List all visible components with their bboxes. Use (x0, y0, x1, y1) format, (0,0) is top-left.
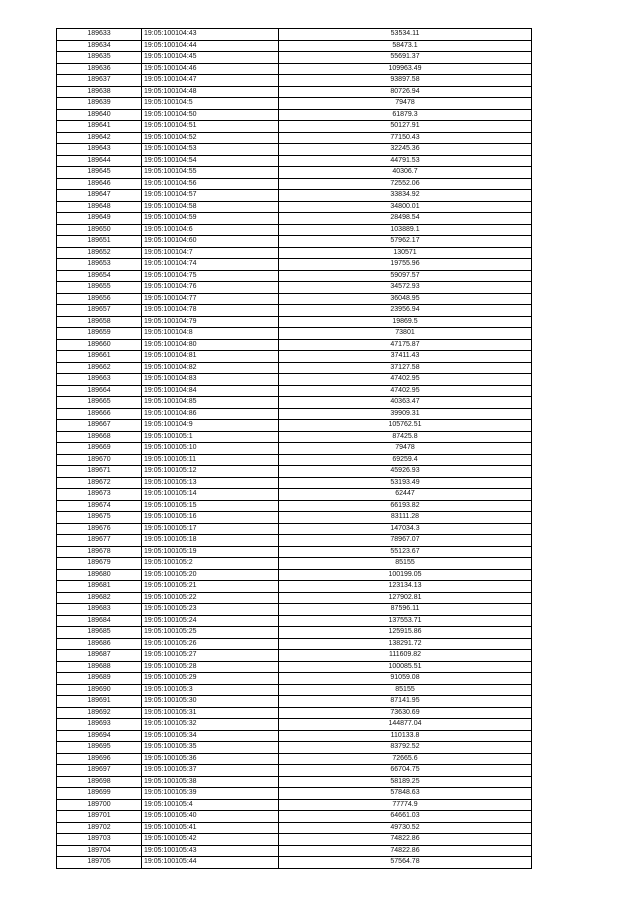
cell-id: 189688 (57, 661, 142, 673)
table-row (57, 730, 532, 742)
cell-value: 44791.53 (279, 155, 532, 167)
cell-code: 19:05:100104:58 (142, 201, 279, 213)
cell-value: 19755.96 (279, 259, 532, 271)
cell-id: 189661 (57, 351, 142, 363)
cell-code: 19:05:100105:39 (142, 788, 279, 800)
table-row (57, 431, 532, 443)
cell-value: 23956.94 (279, 305, 532, 317)
cell-code: 19:05:100104:46 (142, 63, 279, 75)
table-row (57, 86, 532, 98)
table-row (57, 788, 532, 800)
cell-id: 189703 (57, 834, 142, 846)
cell-value: 83111.28 (279, 512, 532, 524)
cell-id: 189664 (57, 385, 142, 397)
cell-code: 19:05:100105:27 (142, 650, 279, 662)
cell-id: 189641 (57, 121, 142, 133)
cell-code: 19:05:100105:11 (142, 454, 279, 466)
cell-code: 19:05:100104:8 (142, 328, 279, 340)
table-row (57, 178, 532, 190)
cell-value: 109963.49 (279, 63, 532, 75)
cell-value: 73630.69 (279, 707, 532, 719)
cell-code: 19:05:100104:44 (142, 40, 279, 52)
cell-code: 19:05:100104:5 (142, 98, 279, 110)
cell-code: 19:05:100104:59 (142, 213, 279, 225)
table-row (57, 845, 532, 857)
table-row (57, 799, 532, 811)
cell-code: 19:05:100104:80 (142, 339, 279, 351)
cell-value: 130571 (279, 247, 532, 259)
cell-code: 19:05:100105:30 (142, 696, 279, 708)
cell-id: 189639 (57, 98, 142, 110)
cell-code: 19:05:100105:26 (142, 638, 279, 650)
cell-code: 19:05:100104:50 (142, 109, 279, 121)
cell-code: 19:05:100105:21 (142, 581, 279, 593)
cell-id: 189637 (57, 75, 142, 87)
cell-id: 189702 (57, 822, 142, 834)
cell-value: 55123.67 (279, 546, 532, 558)
cell-id: 189653 (57, 259, 142, 271)
cell-value: 87425.8 (279, 431, 532, 443)
cell-id: 189666 (57, 408, 142, 420)
table-row (57, 305, 532, 317)
table-row (57, 259, 532, 271)
table-row (57, 144, 532, 156)
cell-value: 105762.51 (279, 420, 532, 432)
cell-code: 19:05:100104:76 (142, 282, 279, 294)
cell-code: 19:05:100104:84 (142, 385, 279, 397)
cell-id: 189633 (57, 29, 142, 41)
cell-value: 59097.57 (279, 270, 532, 282)
table-row (57, 270, 532, 282)
cell-value: 50127.91 (279, 121, 532, 133)
cell-code: 19:05:100105:4 (142, 799, 279, 811)
cell-id: 189701 (57, 811, 142, 823)
table-row (57, 569, 532, 581)
table-row (57, 466, 532, 478)
cell-id: 189700 (57, 799, 142, 811)
cell-value: 36048.95 (279, 293, 532, 305)
cell-id: 189675 (57, 512, 142, 524)
table-row (57, 857, 532, 869)
table-row (57, 673, 532, 685)
table-row (57, 489, 532, 501)
cell-id: 189643 (57, 144, 142, 156)
cell-id: 189671 (57, 466, 142, 478)
table-row (57, 224, 532, 236)
table-row (57, 155, 532, 167)
cell-id: 189649 (57, 213, 142, 225)
cell-id: 189668 (57, 431, 142, 443)
cell-value: 138291.72 (279, 638, 532, 650)
cell-value: 47402.95 (279, 374, 532, 386)
cell-code: 19:05:100105:25 (142, 627, 279, 639)
cell-value: 34800.01 (279, 201, 532, 213)
cell-id: 189642 (57, 132, 142, 144)
table-row (57, 40, 532, 52)
table-row (57, 132, 532, 144)
table-row (57, 351, 532, 363)
cell-code: 19:05:100105:32 (142, 719, 279, 731)
cell-code: 19:05:100105:2 (142, 558, 279, 570)
cell-value: 87141.95 (279, 696, 532, 708)
cell-id: 189654 (57, 270, 142, 282)
table-row (57, 684, 532, 696)
cell-id: 189674 (57, 500, 142, 512)
cell-code: 19:05:100105:20 (142, 569, 279, 581)
cell-value: 45926.93 (279, 466, 532, 478)
cell-id: 189657 (57, 305, 142, 317)
cell-code: 19:05:100104:82 (142, 362, 279, 374)
cell-id: 189635 (57, 52, 142, 64)
cell-value: 74822.86 (279, 834, 532, 846)
cell-code: 19:05:100105:31 (142, 707, 279, 719)
table-row (57, 328, 532, 340)
cell-code: 19:05:100104:56 (142, 178, 279, 190)
cell-id: 189686 (57, 638, 142, 650)
table-row (57, 121, 532, 133)
cell-value: 93897.58 (279, 75, 532, 87)
cell-code: 19:05:100104:74 (142, 259, 279, 271)
cell-value: 72552.06 (279, 178, 532, 190)
cell-id: 189667 (57, 420, 142, 432)
cell-value: 19869.5 (279, 316, 532, 328)
cell-value: 125915.86 (279, 627, 532, 639)
cell-value: 100199.05 (279, 569, 532, 581)
cell-code: 19:05:100104:48 (142, 86, 279, 98)
cell-id: 189660 (57, 339, 142, 351)
data-table (56, 28, 532, 869)
cell-value: 110133.8 (279, 730, 532, 742)
cell-id: 189677 (57, 535, 142, 547)
cell-value: 32245.36 (279, 144, 532, 156)
cell-code: 19:05:100105:17 (142, 523, 279, 535)
cell-value: 66704.75 (279, 765, 532, 777)
cell-value: 49730.52 (279, 822, 532, 834)
table-row (57, 638, 532, 650)
cell-code: 19:05:100104:53 (142, 144, 279, 156)
table-row (57, 523, 532, 535)
cell-id: 189698 (57, 776, 142, 788)
cell-id: 189692 (57, 707, 142, 719)
cell-value: 57848.63 (279, 788, 532, 800)
cell-id: 189680 (57, 569, 142, 581)
cell-value: 33834.92 (279, 190, 532, 202)
cell-code: 19:05:100104:7 (142, 247, 279, 259)
cell-value: 62447 (279, 489, 532, 501)
cell-id: 189638 (57, 86, 142, 98)
table-row (57, 742, 532, 754)
cell-id: 189651 (57, 236, 142, 248)
cell-value: 64661.03 (279, 811, 532, 823)
cell-id: 189678 (57, 546, 142, 558)
cell-value: 127902.81 (279, 592, 532, 604)
cell-code: 19:05:100105:43 (142, 845, 279, 857)
cell-value: 57962.17 (279, 236, 532, 248)
cell-id: 189679 (57, 558, 142, 570)
cell-code: 19:05:100104:77 (142, 293, 279, 305)
table-row (57, 604, 532, 616)
cell-code: 19:05:100105:40 (142, 811, 279, 823)
cell-value: 58189.25 (279, 776, 532, 788)
cell-value: 53534.11 (279, 29, 532, 41)
cell-id: 189670 (57, 454, 142, 466)
cell-id: 189650 (57, 224, 142, 236)
cell-code: 19:05:100105:24 (142, 615, 279, 627)
cell-code: 19:05:100104:6 (142, 224, 279, 236)
cell-value: 47402.95 (279, 385, 532, 397)
cell-value: 37127.58 (279, 362, 532, 374)
table-row (57, 765, 532, 777)
cell-code: 19:05:100104:55 (142, 167, 279, 179)
cell-value: 37411.43 (279, 351, 532, 363)
cell-value: 40306.7 (279, 167, 532, 179)
cell-value: 57564.78 (279, 857, 532, 869)
cell-code: 19:05:100104:45 (142, 52, 279, 64)
table-row (57, 98, 532, 110)
cell-code: 19:05:100104:54 (142, 155, 279, 167)
cell-code: 19:05:100104:57 (142, 190, 279, 202)
cell-id: 189691 (57, 696, 142, 708)
cell-id: 189648 (57, 201, 142, 213)
cell-id: 189669 (57, 443, 142, 455)
cell-id: 189672 (57, 477, 142, 489)
cell-id: 189683 (57, 604, 142, 616)
cell-value: 34572.93 (279, 282, 532, 294)
cell-id: 189682 (57, 592, 142, 604)
table-row (57, 282, 532, 294)
table-row (57, 822, 532, 834)
cell-value: 74822.86 (279, 845, 532, 857)
cell-value: 79478 (279, 98, 532, 110)
cell-code: 19:05:100105:28 (142, 661, 279, 673)
cell-value: 85155 (279, 684, 532, 696)
table-row (57, 811, 532, 823)
table-row (57, 190, 532, 202)
table-row (57, 500, 532, 512)
table-row (57, 627, 532, 639)
cell-id: 189659 (57, 328, 142, 340)
cell-id: 189655 (57, 282, 142, 294)
table-row (57, 374, 532, 386)
cell-code: 19:05:100105:16 (142, 512, 279, 524)
cell-code: 19:05:100104:43 (142, 29, 279, 41)
cell-value: 53193.49 (279, 477, 532, 489)
cell-code: 19:05:100105:15 (142, 500, 279, 512)
table-row (57, 581, 532, 593)
cell-value: 91059.08 (279, 673, 532, 685)
cell-code: 19:05:100104:86 (142, 408, 279, 420)
table-row (57, 661, 532, 673)
table-row (57, 420, 532, 432)
cell-value: 72665.6 (279, 753, 532, 765)
cell-id: 189681 (57, 581, 142, 593)
cell-code: 19:05:100105:13 (142, 477, 279, 489)
cell-id: 189694 (57, 730, 142, 742)
cell-id: 189676 (57, 523, 142, 535)
cell-code: 19:05:100105:3 (142, 684, 279, 696)
table-row (57, 650, 532, 662)
cell-value: 28498.54 (279, 213, 532, 225)
cell-value: 111609.82 (279, 650, 532, 662)
cell-code: 19:05:100104:78 (142, 305, 279, 317)
table-row (57, 776, 532, 788)
cell-code: 19:05:100104:52 (142, 132, 279, 144)
cell-code: 19:05:100104:9 (142, 420, 279, 432)
cell-code: 19:05:100105:35 (142, 742, 279, 754)
table-row (57, 397, 532, 409)
table-row (57, 477, 532, 489)
table-row (57, 615, 532, 627)
cell-code: 19:05:100104:79 (142, 316, 279, 328)
table-row (57, 316, 532, 328)
cell-value: 137553.71 (279, 615, 532, 627)
cell-value: 80726.94 (279, 86, 532, 98)
table-row (57, 362, 532, 374)
cell-value: 55691.37 (279, 52, 532, 64)
table-row (57, 213, 532, 225)
cell-id: 189697 (57, 765, 142, 777)
cell-value: 123134.13 (279, 581, 532, 593)
table-row (57, 339, 532, 351)
cell-code: 19:05:100105:22 (142, 592, 279, 604)
cell-id: 189685 (57, 627, 142, 639)
cell-id: 189699 (57, 788, 142, 800)
table-row (57, 512, 532, 524)
cell-id: 189690 (57, 684, 142, 696)
cell-code: 19:05:100105:1 (142, 431, 279, 443)
cell-code: 19:05:100105:36 (142, 753, 279, 765)
cell-value: 58473.1 (279, 40, 532, 52)
table-row (57, 29, 532, 41)
cell-value: 100085.51 (279, 661, 532, 673)
cell-id: 189662 (57, 362, 142, 374)
cell-code: 19:05:100105:34 (142, 730, 279, 742)
table-row (57, 719, 532, 731)
cell-value: 79478 (279, 443, 532, 455)
cell-value: 47175.87 (279, 339, 532, 351)
cell-id: 189663 (57, 374, 142, 386)
cell-code: 19:05:100105:23 (142, 604, 279, 616)
cell-code: 19:05:100105:10 (142, 443, 279, 455)
cell-code: 19:05:100105:12 (142, 466, 279, 478)
table-row (57, 592, 532, 604)
cell-id: 189647 (57, 190, 142, 202)
cell-code: 19:05:100105:38 (142, 776, 279, 788)
cell-value: 61879.3 (279, 109, 532, 121)
cell-value: 40363.47 (279, 397, 532, 409)
table-row (57, 293, 532, 305)
cell-value: 85155 (279, 558, 532, 570)
cell-id: 189634 (57, 40, 142, 52)
cell-code: 19:05:100105:44 (142, 857, 279, 869)
cell-value: 103889.1 (279, 224, 532, 236)
table-body (57, 29, 532, 869)
table-row (57, 558, 532, 570)
cell-id: 189644 (57, 155, 142, 167)
cell-code: 19:05:100104:47 (142, 75, 279, 87)
table-row (57, 52, 532, 64)
cell-code: 19:05:100104:83 (142, 374, 279, 386)
cell-id: 189640 (57, 109, 142, 121)
cell-value: 83792.52 (279, 742, 532, 754)
cell-id: 189704 (57, 845, 142, 857)
table-row (57, 75, 532, 87)
table-row (57, 443, 532, 455)
table-row (57, 385, 532, 397)
cell-value: 69259.4 (279, 454, 532, 466)
cell-value: 78967.07 (279, 535, 532, 547)
cell-id: 189684 (57, 615, 142, 627)
cell-code: 19:05:100105:41 (142, 822, 279, 834)
cell-value: 147034.3 (279, 523, 532, 535)
cell-id: 189695 (57, 742, 142, 754)
cell-code: 19:05:100104:85 (142, 397, 279, 409)
cell-id: 189652 (57, 247, 142, 259)
table-row (57, 535, 532, 547)
cell-code: 19:05:100104:75 (142, 270, 279, 282)
table-row (57, 707, 532, 719)
cell-code: 19:05:100105:42 (142, 834, 279, 846)
cell-id: 189646 (57, 178, 142, 190)
cell-code: 19:05:100105:29 (142, 673, 279, 685)
table-row (57, 753, 532, 765)
table-row (57, 408, 532, 420)
cell-value: 39909.31 (279, 408, 532, 420)
cell-id: 189658 (57, 316, 142, 328)
cell-id: 189645 (57, 167, 142, 179)
cell-id: 189696 (57, 753, 142, 765)
table-row (57, 109, 532, 121)
cell-code: 19:05:100104:60 (142, 236, 279, 248)
cell-code: 19:05:100105:14 (142, 489, 279, 501)
cell-code: 19:05:100104:51 (142, 121, 279, 133)
cell-value: 87596.11 (279, 604, 532, 616)
table-row (57, 201, 532, 213)
table-row (57, 546, 532, 558)
cell-id: 189673 (57, 489, 142, 501)
table-row (57, 696, 532, 708)
cell-id: 189693 (57, 719, 142, 731)
cell-code: 19:05:100105:18 (142, 535, 279, 547)
cell-value: 66193.82 (279, 500, 532, 512)
table-row (57, 247, 532, 259)
cell-id: 189656 (57, 293, 142, 305)
table-row (57, 236, 532, 248)
table-row (57, 454, 532, 466)
cell-code: 19:05:100104:81 (142, 351, 279, 363)
cell-code: 19:05:100105:37 (142, 765, 279, 777)
table-row (57, 167, 532, 179)
cell-value: 77150.43 (279, 132, 532, 144)
cell-value: 73801 (279, 328, 532, 340)
table-row (57, 834, 532, 846)
cell-code: 19:05:100105:19 (142, 546, 279, 558)
cell-value: 144877.04 (279, 719, 532, 731)
cell-id: 189705 (57, 857, 142, 869)
cell-value: 77774.9 (279, 799, 532, 811)
cell-id: 189636 (57, 63, 142, 75)
cell-id: 189689 (57, 673, 142, 685)
table-row (57, 63, 532, 75)
cell-id: 189665 (57, 397, 142, 409)
cell-id: 189687 (57, 650, 142, 662)
